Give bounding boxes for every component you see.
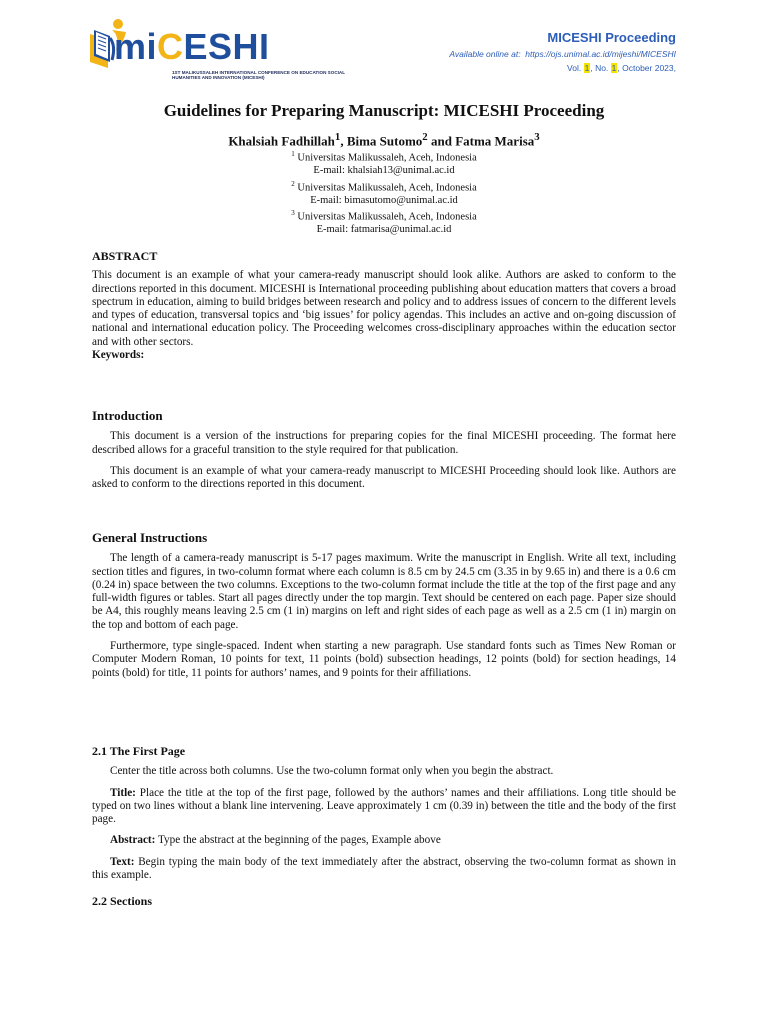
author-sup: 2	[422, 131, 428, 143]
affiliation-line	[92, 178, 676, 195]
conference-logo	[86, 16, 345, 90]
logo-letter-m: m	[114, 26, 147, 67]
sections-heading: 2.2 Sections	[92, 894, 152, 908]
affiliation-line	[92, 207, 676, 224]
logo-wordmark	[114, 26, 270, 68]
paper-title: Guidelines for Preparing Manuscript: MICESHI Proceeding	[163, 101, 605, 120]
abstract-heading: ABSTRACT	[92, 249, 158, 263]
affiliation-line	[92, 148, 676, 165]
author-name: Bima Sutomo	[346, 133, 423, 149]
introduction-section	[92, 409, 676, 491]
vol-prefix: Vol.	[567, 63, 582, 73]
author-sup: 1	[334, 131, 341, 143]
volume-info	[449, 63, 676, 73]
abstract-instructions	[92, 834, 676, 847]
affiliations	[92, 148, 676, 237]
title-label: Title:	[110, 786, 136, 799]
affiliation-sup: 1	[291, 150, 295, 158]
author-separator: and	[427, 133, 456, 149]
vol-number: 1	[584, 63, 590, 73]
journal-name: MICESHI Proceeding	[547, 30, 676, 45]
affiliation-sup: 3	[291, 209, 295, 218]
author-name: Fatma Marisa	[455, 133, 535, 149]
affiliation-institution: Universitas Malikussaleh, Aceh, Indonesia	[297, 211, 477, 223]
author-separator: ,	[340, 133, 347, 149]
logo-letters-rest: ESHI	[183, 26, 270, 67]
general-instructions-section	[92, 531, 676, 680]
author-sup: 3	[534, 131, 540, 143]
keywords-label: Keywords:	[92, 349, 145, 362]
logo-letter-c: C	[157, 26, 184, 67]
issue-date: , October 2023,	[617, 63, 676, 73]
issue-number: 1	[611, 63, 617, 73]
author-name: Khalsiah Fadhillah	[228, 133, 335, 149]
affiliation-institution: Universitas Malikussaleh, Aceh, Indonesia	[297, 182, 477, 194]
abstract-instructions-text: Type the abstract at the beginning of the pages, Example above	[155, 834, 441, 847]
first-page-heading: 2.1 The First Page	[92, 744, 186, 758]
affiliation-sup: 2	[291, 179, 295, 188]
abstract-label: Abstract:	[110, 834, 156, 847]
general-paragraph: The length of a camera-ready manuscript is 5-17 pages maximum. Write the manuscript in English. Write all text, including section titles and figures, in two-column format where each column is 8.5 cm by 24.5 cm (3.35 in by 9.65 in) and there is a 0.6 cm (0.24 in) space between the two columns. Exceptions to the two-column format include the title at the top of the first page and any full-width figures or tables. Start all pages directly under the top margin. Text should be centered on each page. Paper size should be A4, this roughly means leaving 2.5 cm (1 in) margins on left and right sides of each page as well as a 2.5 cm (1 in) margin on the top and bottom of each page.	[92, 552, 676, 631]
title-instructions	[92, 787, 676, 827]
text-instructions	[92, 856, 676, 883]
introduction-heading: Introduction	[92, 408, 163, 423]
author-list	[92, 131, 676, 149]
general-instructions-heading: General Instructions	[92, 530, 208, 545]
no-prefix: , No.	[590, 63, 609, 73]
introduction-paragraph: This document is a version of the instructions for preparing copies for the final MICESHI proceeding. The format here described allows for a graceful transition to the style required for that publication.	[92, 430, 676, 456]
online-url-link[interactable]: https://ojs.unimal.ac.id/mijeshi/MICESHI	[525, 49, 676, 59]
affiliation-email: E-mail: bimasutomo@unimal.ac.id	[310, 194, 458, 206]
affiliation-institution: Universitas Malikussaleh, Aceh, Indonesia	[297, 152, 477, 164]
first-page-paragraph: Center the title across both columns. Use the two-column format only when you begin the abstract.	[110, 765, 554, 778]
logo-letter-i: i	[146, 26, 158, 67]
text-instructions-text: Begin typing the main body of the text immediately after the abstract, observing the two-column format as shown in this example.	[92, 855, 676, 882]
affiliation-email: E-mail: khalsiah13@unimal.ac.id	[313, 165, 455, 177]
abstract-section	[92, 250, 676, 362]
journal-header	[449, 30, 676, 73]
first-page-section	[92, 745, 676, 882]
online-label: Available online at:	[449, 49, 521, 59]
text-label: Text:	[110, 855, 135, 868]
title-instructions-text: Place the title at the top of the first page, followed by the authors’ names and their affiliations. Long title should be typed on two lines without a blank line intervening. Leave approximately 1 cm (0.39 in) between the title and the body of the first page.	[92, 786, 676, 826]
sections-section	[92, 895, 676, 908]
general-paragraph: Furthermore, type single-spaced. Indent when starting a new paragraph. Use standard fonts such as Times New Roman or Computer Modern Roman, 10 points for text, 11 points (bold) subsection headings, 12 points (bold) for section headings, 14 points (bold) for title, 11 points for authors’ names, and 9 points for their affiliations.	[92, 640, 676, 679]
online-availability	[449, 49, 676, 59]
affiliation-email: E-mail: fatmarisa@unimal.ac.id	[316, 224, 452, 236]
abstract-text: This document is an example of what your camera-ready manuscript should look alike. Authors are asked to conform to the directions reported in this document. MICESHI is International proceeding publishing about education matters that covers a broad spectrum in education, aiming to build bridges between research and policy and to address issues of concern to the different levels and types of education, transversal topics and ‘big issues’ for policy agendas. This includes an active and on-going discussion of national and international education policy. The Proceeding welcomes cross-disciplinary approaches within the education sector and with other sectors.	[92, 269, 676, 348]
logo-subtitle: 1ST MALIKUSSALEH INTERNATIONAL CONFERENCE ON EDUCATION SOCIAL HUMANITIES AND INNOVATION (MICESHI)	[172, 70, 345, 81]
introduction-paragraph: This document is an example of what your camera-ready manuscript to MICESHI Proceeding should look like. Authors are asked to conform to the directions reported in this document.	[92, 464, 676, 491]
